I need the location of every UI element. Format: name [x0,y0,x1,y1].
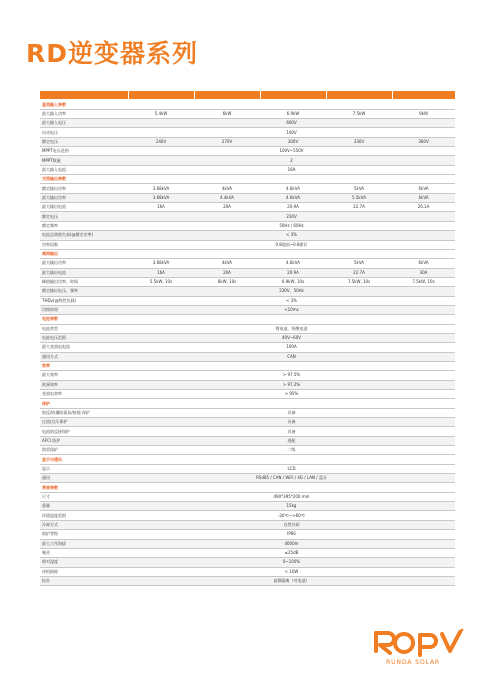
spec-label: 通讯方式 [40,352,128,361]
spec-value: 5kVA [326,259,392,268]
spec-value: 9kW [392,109,455,118]
spec-table [40,91,456,586]
spec-label: 防护等级 [40,530,128,539]
spec-value: 20.9A [260,203,326,212]
spec-value: 3.68kVA [128,259,194,268]
spec-label: 额定电压 [40,137,128,146]
logo-letter-p [420,635,436,655]
spec-row [40,128,455,137]
spec-value: > 97.5% [128,371,455,380]
spec-value: < 10W [128,567,455,576]
section-row [40,100,455,109]
spec-label: 最大输入功率 [40,109,128,118]
spec-value: > 97.2% [128,380,455,389]
spec-row [40,539,455,548]
section-title: 离网输出 [40,249,455,258]
spec-value: 360V [392,137,455,146]
spec-row [40,147,455,156]
spec-label: 启动电压 [40,128,128,137]
spec-label: 额定频率 [40,221,128,230]
section-title: 保护 [40,399,455,408]
spec-value: 具备 [128,408,455,417]
spec-label: 尺寸 [40,492,128,501]
spec-value: 6kW [194,109,260,118]
spec-value: 600V [128,119,455,128]
section-title: 电池参数 [40,315,455,324]
page-title: RD逆变器系列 [26,39,199,68]
spec-label: 电池电压范围 [40,333,128,342]
spec-label: 最大输入电流 [40,165,128,174]
spec-label: 冷却方式 [40,520,128,529]
header-cell [40,91,128,100]
spec-label: MPPT电压范围 [40,147,128,156]
spec-row [40,502,455,511]
spec-row [40,446,455,455]
spec-row [40,287,455,296]
header-cell [194,91,260,100]
section-row [40,315,455,324]
spec-row [40,576,455,585]
spec-label: 最大充放电电流 [40,343,128,352]
spec-value: 20.9A [260,268,326,277]
spec-label: 防雷保护 [40,446,128,455]
spec-label: 额定输出功率 [40,184,128,193]
spec-value: 5kVA [326,184,392,193]
spec-label: 最大输出电流 [40,268,128,277]
spec-label: 防反/防爆防孤岛/接地 保护 [40,408,128,417]
spec-label: 拓扑 [40,576,128,585]
spec-row [40,277,455,286]
spec-row [40,184,455,193]
spec-value: 自然冷却 [128,520,455,529]
spec-row [40,324,455,333]
spec-value: 具备 [128,427,455,436]
spec-label: 重量 [40,502,128,511]
section-row [40,455,455,464]
spec-label: 通讯 [40,474,128,483]
spec-row [40,408,455,417]
spec-label: 最大输出功率 [40,193,128,202]
spec-value: < 3% [128,296,455,305]
spec-row [40,305,455,314]
spec-row [40,119,455,128]
spec-label: 额定输出电压，频率 [40,287,128,296]
spec-value: 6kVA [392,259,455,268]
spec-value: 230V，50Hz [128,287,455,296]
spec-value: 4.4kVA [194,193,260,202]
spec-label: 欧洲效率 [40,380,128,389]
spec-value: 7.5kW [326,109,392,118]
spec-value: 二级 [128,446,455,455]
spec-value: RS485 / CAN / WiFi / 4G / LAN / 蓝牙 [128,474,455,483]
spec-value: 20A [194,268,260,277]
spec-value: 4.6kVA [260,259,326,268]
spec-value: 100V [128,128,455,137]
header-cell [326,91,392,100]
spec-label: THDv(@线性负载) [40,296,128,305]
spec-row [40,390,455,399]
section-title: 显示与通讯 [40,455,455,464]
spec-label: 功率因数 [40,240,128,249]
spec-row [40,212,455,221]
logo-letter-r [376,633,394,653]
spec-row [40,240,455,249]
logo-letter-o [395,634,413,652]
spec-label: 充放电效率 [40,390,128,399]
spec-value: -30℃~+60℃ [128,511,455,520]
spec-value: 22.7A [326,268,392,277]
runda-solar-logo [370,625,466,665]
section-title: 直流输入参数 [40,100,455,109]
spec-value: 2 [128,156,455,165]
spec-value: 16A [128,165,455,174]
spec-value: 7.5kW, 10s [392,277,455,286]
logo-dot [461,629,464,632]
spec-row [40,221,455,230]
spec-row [40,109,455,118]
spec-value: 490*395*200 mm [128,492,455,501]
spec-label: 电池防反接保护 [40,427,128,436]
spec-label: 电流总谐波失真(@额定功率) [40,231,128,240]
spec-value: 5.5kVA [326,193,392,202]
spec-value: 16A [128,268,194,277]
spec-value: 16A [128,203,194,212]
spec-value: 4kVA [194,259,260,268]
spec-value: 330V [326,137,392,146]
spec-value: 4.6kVA [260,184,326,193]
spec-value: <10ms [128,305,455,314]
spec-label: 过流/过压保护 [40,418,128,427]
spec-value: 6.9kW [260,109,326,118]
spec-value: > 95% [128,390,455,399]
spec-row [40,436,455,445]
spec-value: 240V [128,137,194,146]
spec-label: 峰值输出功率，时间 [40,277,128,286]
spec-row [40,558,455,567]
spec-label: 噪音 [40,548,128,557]
spec-value: 4000m [128,539,455,548]
spec-value: 6kW, 10s [194,277,260,286]
spec-value: 22.7A [326,203,392,212]
spec-row [40,231,455,240]
spec-value: 3.68kVA [128,184,194,193]
spec-value: 4kVA [194,184,260,193]
spec-label: 相对湿度 [40,558,128,567]
header-cell [392,91,455,100]
spec-row [40,427,455,436]
spec-value: 3.68kVA [128,193,194,202]
spec-value: 高频隔离（对电池） [128,576,455,585]
spec-value: 6kVA [392,184,455,193]
spec-label: 切换时间 [40,305,128,314]
spec-row [40,333,455,342]
spec-row [40,567,455,576]
header-cell [260,91,326,100]
spec-value: IP66 [128,530,455,539]
table-header-row [40,91,455,100]
spec-value: CAN [128,352,455,361]
spec-row [40,296,455,305]
spec-row [40,193,455,202]
spec-value: 40V~60V [128,333,455,342]
spec-value: 0.8超前~0.8滞后 [128,240,455,249]
spec-value: 30A [392,268,455,277]
section-title: 常规参数 [40,483,455,492]
spec-value: 20A [194,203,260,212]
section-title: 效率 [40,361,455,370]
spec-value: 0~100% [128,558,455,567]
spec-value: 100V~550V [128,147,455,156]
spec-label: MPPT数量 [40,156,128,165]
spec-label: 显示 [40,464,128,473]
spec-row [40,464,455,473]
logo-letter-v [442,632,460,651]
spec-value: 选配 [128,436,455,445]
spec-label: 最大输出功率 [40,259,128,268]
spec-value: LCD [128,464,455,473]
spec-row [40,511,455,520]
spec-value: 具备 [128,418,455,427]
spec-label: 最大输入电压 [40,119,128,128]
section-row [40,175,455,184]
spec-label: AFCI 防护 [40,436,128,445]
spec-label: 最大输出电流 [40,203,128,212]
spec-label: 最大效率 [40,371,128,380]
spec-table-body [40,91,455,586]
spec-value: 6kVA [392,193,455,202]
spec-label: 环境温度范围 [40,511,128,520]
section-row [40,249,455,258]
spec-value: 15kg [128,502,455,511]
spec-value: 100A [128,343,455,352]
spec-row [40,156,455,165]
spec-label: 电池类型 [40,324,128,333]
spec-label: 最大工作海拔 [40,539,128,548]
spec-label: 额定电压 [40,212,128,221]
spec-value: 4.6kVA [260,193,326,202]
spec-row [40,203,455,212]
spec-value: 300V [260,137,326,146]
spec-row [40,418,455,427]
spec-row [40,352,455,361]
spec-row [40,259,455,268]
spec-value: 230V [128,212,455,221]
spec-row [40,165,455,174]
logo-wordmark: RUNDA SOLAR [386,659,441,665]
section-row [40,361,455,370]
spec-value: 锂电池，铅酸电池 [128,324,455,333]
header-cell [128,91,194,100]
spec-row [40,530,455,539]
spec-row [40,268,455,277]
spec-row [40,371,455,380]
spec-row [40,474,455,483]
spec-value: < 3% [128,231,455,240]
spec-row [40,380,455,389]
spec-value: 5.5kW, 10s [128,277,194,286]
spec-value: 6.9kW, 10s [260,277,326,286]
section-row [40,483,455,492]
spec-label: 待机损耗 [40,567,128,576]
spec-row [40,343,455,352]
spec-row [40,548,455,557]
spec-value: 50Hz / 60Hz [128,221,455,230]
spec-value: ≤25dB [128,548,455,557]
spec-value: 26.1A [392,203,455,212]
spec-value: 5.4kW [128,109,194,118]
spec-row [40,520,455,529]
spec-value: 270V [194,137,260,146]
spec-row [40,492,455,501]
spec-row [40,137,455,146]
spec-value: 7.5kW, 10s [326,277,392,286]
section-row [40,399,455,408]
section-title: 交流输出参数 [40,175,455,184]
